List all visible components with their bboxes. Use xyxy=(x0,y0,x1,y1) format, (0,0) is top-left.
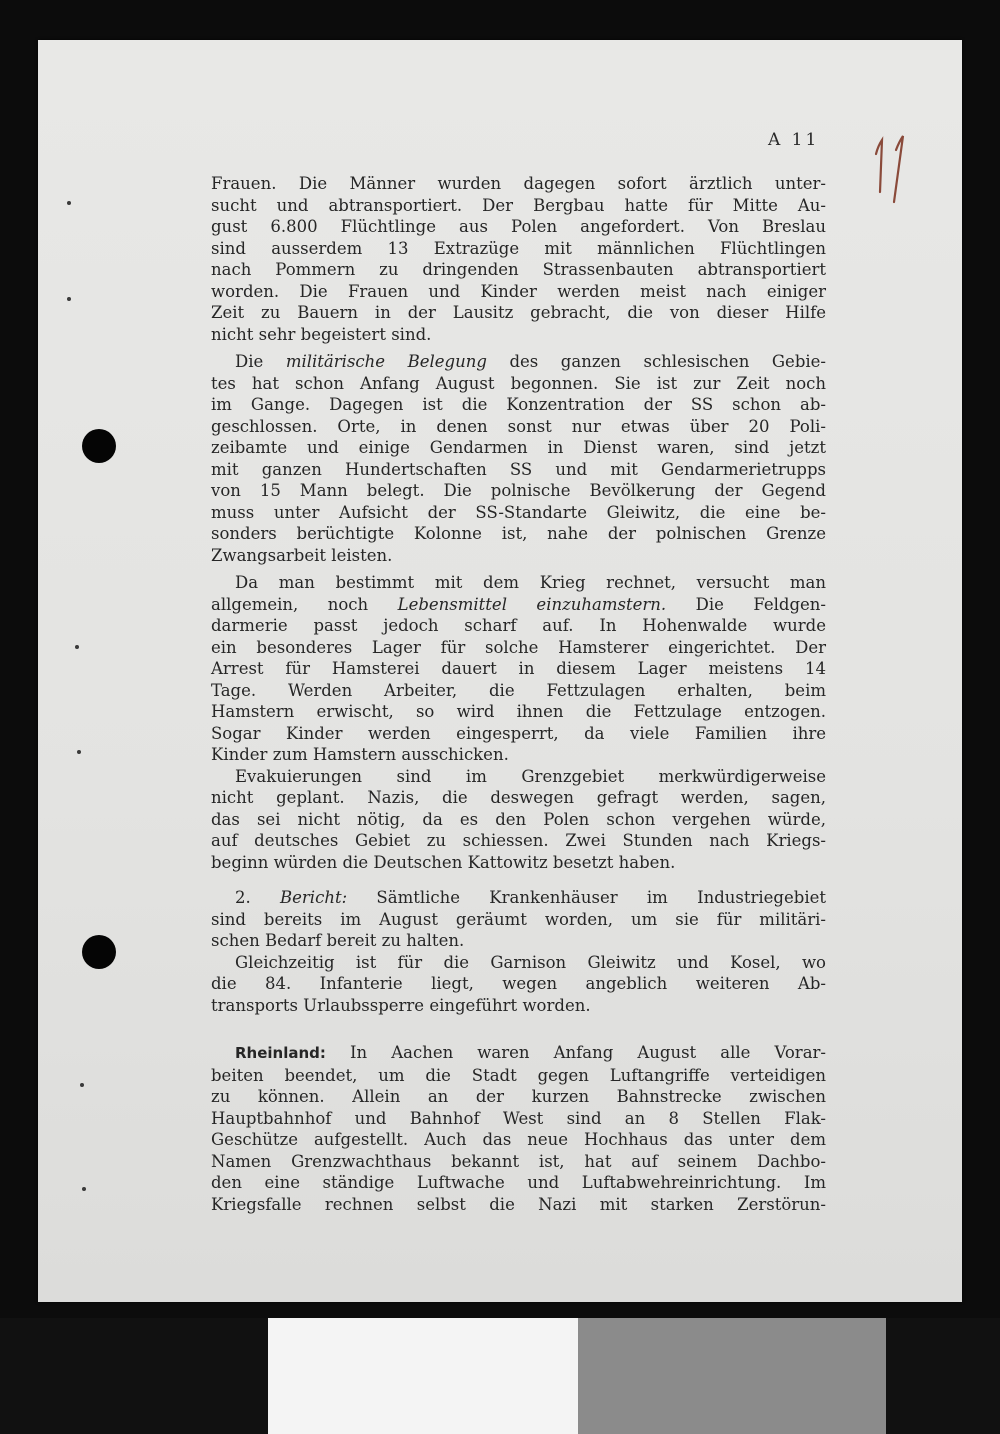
text-line xyxy=(211,594,826,616)
text-line: Kriegsfalle rechnen selbst die Nazi mit starken Zerstörun- xyxy=(211,1194,826,1214)
text-line: sind bereits im August geräumt worden, um sie für militäri- xyxy=(211,909,826,929)
text-line: Geschütze aufgestellt. Auch das neue Hochhaus das unter dem xyxy=(211,1130,826,1149)
text-line: Frauen. Die Männer wurden dagegen sofort ärztlich unter- xyxy=(211,174,826,193)
paragraph-5 xyxy=(211,887,826,952)
text-line: die 84. Infanterie liegt, wegen angeblich weiteren Ab- xyxy=(211,974,826,993)
emphasis-militaerische-belegung: militärische Belegung xyxy=(285,352,487,371)
margin-dot xyxy=(82,1187,86,1191)
color-calibration-grey xyxy=(578,1318,886,1434)
text-line: Da man bestimmt mit dem Krieg rechnet, versucht man xyxy=(235,573,826,592)
text-line: gust 6.800 Flüchtlinge aus Polen angefordert. Von Breslau xyxy=(211,217,826,236)
punch-hole-bottom xyxy=(82,935,116,969)
text-line: zeibamte und einige Gendarmen in Dienst waren, sind jetzt xyxy=(211,438,826,457)
text-line: Hauptbahnhof und Bahnhof West sind an 8 Stellen Flak- xyxy=(211,1108,826,1128)
punch-hole-top xyxy=(82,429,116,463)
text-line: schen Bedarf bereit zu halten. xyxy=(211,931,465,950)
text-line: transports Urlaubssperre eingeführt worden. xyxy=(211,995,591,1015)
text-line: Gleichzeitig ist für die Garnison Gleiwitz und Kosel, wo xyxy=(235,952,826,972)
text-line xyxy=(211,351,826,373)
text-line: das sei nicht nötig, da es den Polen schon vergehen würde, xyxy=(211,809,826,829)
text-line: mit ganzen Hundertschaften SS und mit Gendarmerietrupps xyxy=(211,459,826,479)
text-line: von 15 Mann belegt. Die polnische Bevölkerung der Gegend xyxy=(211,481,826,500)
text-line: muss unter Aufsicht der SS-Standarte Gleiwitz, die eine be- xyxy=(211,502,826,522)
text-line: Sogar Kinder werden eingesperrt, da viele Familien ihre xyxy=(211,723,826,743)
margin-dot xyxy=(75,645,79,649)
text-line xyxy=(211,1042,826,1065)
margin-dot xyxy=(67,297,71,301)
text-line: Tage. Werden Arbeiter, die Fettzulagen erhalten, beim xyxy=(211,680,826,700)
paragraph-2 xyxy=(211,351,826,566)
text-line: beiten beendet, um die Stadt gegen Luftangriffe verteidigen xyxy=(211,1065,826,1085)
text-line: Evakuierungen sind im Grenzgebiet merkwürdigerweise xyxy=(235,766,826,786)
text-line: worden. Die Frauen und Kinder werden meist nach einiger xyxy=(211,281,826,301)
text-line: Arrest für Hamsterei dauert in diesem Lager meistens 14 xyxy=(211,659,826,678)
text-line: darmerie passt jedoch scharf auf. In Hohenwalde wurde xyxy=(211,616,826,635)
text-run: Sämtliche Krankenhäuser im Industriegebiet xyxy=(347,888,826,907)
paragraph-4 xyxy=(211,766,826,874)
text-line: im Gange. Dagegen ist die Konzentration der SS schon ab- xyxy=(211,395,826,414)
report-number: 2. xyxy=(235,888,281,907)
text-line: nicht geplant. Nazis, die deswegen gefragt werden, sagen, xyxy=(211,788,826,807)
color-calibration-white xyxy=(268,1318,578,1434)
report-label: Bericht: xyxy=(280,888,348,907)
text-line: Zwangsarbeit leisten. xyxy=(211,545,393,565)
text-line: Hamstern erwischt, so wird ihnen die Fettzulage entzogen. xyxy=(211,702,826,721)
text-line: auf deutsches Gebiet zu schiessen. Zwei Stunden nach Kriegs- xyxy=(211,831,826,850)
text-line xyxy=(211,887,826,909)
text-run: In Aachen waren Anfang August alle Vorar- xyxy=(325,1043,826,1062)
text-line: Zeit zu Bauern in der Lausitz gebracht, die von dieser Hilfe xyxy=(211,303,826,322)
text-run: Die Feldgen- xyxy=(666,594,826,614)
text-line: geschlossen. Orte, in denen sonst nur etwas über 20 Poli- xyxy=(211,416,826,436)
text-line: Kinder zum Hamstern ausschicken. xyxy=(211,745,509,764)
section-heading-rheinland: Rheinland: xyxy=(235,1044,326,1062)
text-run: Die xyxy=(235,352,286,371)
margin-dot xyxy=(80,1083,84,1087)
paragraph-3 xyxy=(211,572,826,766)
document-body xyxy=(211,173,826,1215)
text-line: sonders berüchtigte Kolonne ist, nahe der polnischen Grenze xyxy=(211,524,826,543)
text-run: allgemein, noch xyxy=(211,594,398,614)
text-line: zu können. Allein an der kurzen Bahnstrecke zwischen xyxy=(211,1087,826,1106)
text-line: sucht und abtransportiert. Der Bergbau hatte für Mitte Au- xyxy=(211,195,826,215)
margin-dot xyxy=(77,750,81,754)
emphasis-lebensmittel: Lebensmittel einzuhamstern. xyxy=(397,594,667,614)
text-line: tes hat schon Anfang August begonnen. Sie ist zur Zeit noch xyxy=(211,373,826,393)
paragraph-6 xyxy=(211,952,826,1017)
handwritten-page-mark xyxy=(862,132,912,212)
text-line: sind ausserdem 13 Extrazüge mit männlichen Flüchtlingen xyxy=(211,238,826,258)
paragraph-1 xyxy=(211,173,826,345)
text-line: Namen Grenzwachthaus bekannt ist, hat auf seinem Dachbo- xyxy=(211,1151,826,1171)
text-line: ein besonderes Lager für solche Hamsterer eingerichtet. Der xyxy=(211,637,826,657)
margin-dot xyxy=(67,201,71,205)
text-line: nicht sehr begeistert sind. xyxy=(211,324,432,344)
page-number: A 11 xyxy=(768,130,820,150)
text-line: beginn würden die Deutschen Kattowitz besetzt haben. xyxy=(211,852,676,872)
paragraph-7 xyxy=(211,1042,826,1215)
text-line: nach Pommern zu dringenden Strassenbauten abtransportiert xyxy=(211,260,826,279)
text-run: des ganzen schlesischen Gebie- xyxy=(486,352,827,371)
text-line: den eine ständige Luftwache und Luftabwehreinrichtung. Im xyxy=(211,1173,826,1192)
